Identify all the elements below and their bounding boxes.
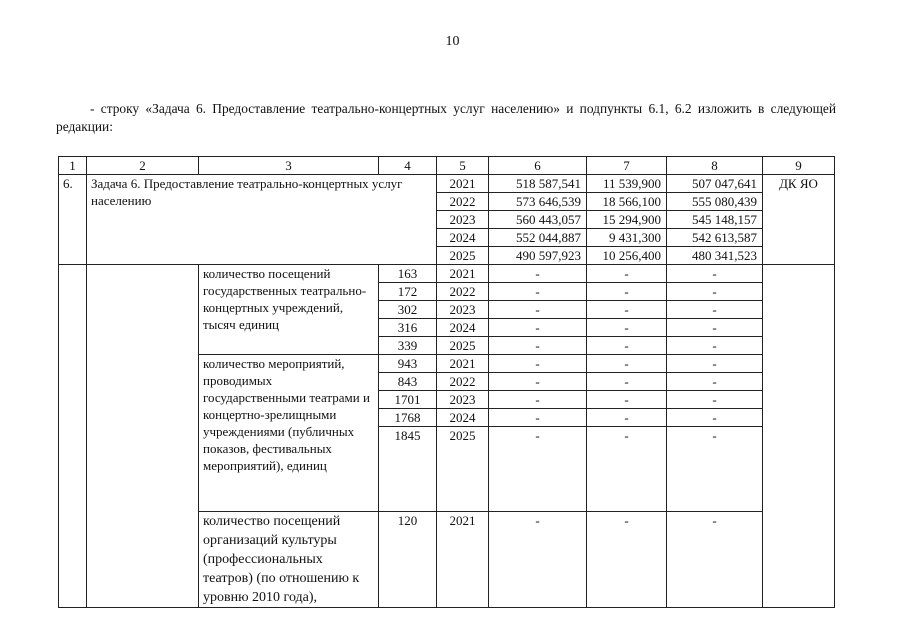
year-cell: 2025 — [437, 427, 489, 512]
year-cell: 2024 — [437, 229, 489, 247]
year-cell: 2021 — [437, 175, 489, 193]
year-cell: 2022 — [437, 373, 489, 391]
value-cell: - — [587, 427, 667, 512]
value-cell: 490 597,923 — [489, 247, 587, 265]
indicator-name: количество посещений государственных театрально-концертных учреждений, тысяч единиц — [199, 265, 379, 355]
value-cell: - — [667, 283, 763, 301]
intro-paragraph: - строку «Задача 6. Предоставление театрально-концертных услуг населению» и подпункты 6.1, 6.2 изложить в следующей редакции: — [56, 101, 836, 134]
value-cell: - — [667, 512, 763, 608]
year-cell: 2022 — [437, 193, 489, 211]
header-cell: 6 — [489, 157, 587, 175]
value-cell: - — [667, 301, 763, 319]
value-cell: - — [587, 283, 667, 301]
empty-cell — [59, 265, 87, 608]
value-cell: 518 587,541 — [489, 175, 587, 193]
indicator-value: 1701 — [379, 391, 437, 409]
value-cell: 18 566,100 — [587, 193, 667, 211]
value-cell: - — [489, 391, 587, 409]
indicator-value: 316 — [379, 319, 437, 337]
task-title: Задача 6. Предоставление театрально-концертных услуг населению — [87, 175, 437, 265]
header-cell: 4 — [379, 157, 437, 175]
year-cell: 2024 — [437, 409, 489, 427]
empty-cell — [87, 265, 199, 608]
value-cell: - — [587, 265, 667, 283]
year-cell: 2025 — [437, 337, 489, 355]
value-cell: - — [587, 355, 667, 373]
task-number: 6. — [59, 175, 87, 265]
year-cell: 2025 — [437, 247, 489, 265]
header-cell: 2 — [87, 157, 199, 175]
header-cell: 7 — [587, 157, 667, 175]
indicator-value: 943 — [379, 355, 437, 373]
indicator-value: 302 — [379, 301, 437, 319]
year-cell: 2021 — [437, 512, 489, 608]
value-cell: - — [667, 409, 763, 427]
value-cell: - — [489, 512, 587, 608]
value-cell: 560 443,057 — [489, 211, 587, 229]
year-cell: 2021 — [437, 355, 489, 373]
table-row — [59, 175, 835, 193]
indicator-value: 1768 — [379, 409, 437, 427]
indicator-value: 163 — [379, 265, 437, 283]
value-cell: 9 431,300 — [587, 229, 667, 247]
value-cell: - — [489, 265, 587, 283]
value-cell: - — [489, 283, 587, 301]
header-cell: 8 — [667, 157, 763, 175]
value-cell: - — [667, 373, 763, 391]
value-cell: - — [667, 319, 763, 337]
indicator-value: 120 — [379, 512, 437, 608]
value-cell: 480 341,523 — [667, 247, 763, 265]
indicator-name: количество мероприятий, проводимых государственными театрами и концертно-зрелищными учреждениями (публичных показов, фестивальных мероприятий), единиц — [199, 355, 379, 512]
empty-cell — [763, 265, 835, 608]
value-cell: - — [587, 301, 667, 319]
indicator-value: 339 — [379, 337, 437, 355]
year-cell: 2023 — [437, 391, 489, 409]
value-cell: - — [489, 409, 587, 427]
value-cell: - — [667, 337, 763, 355]
year-cell: 2022 — [437, 283, 489, 301]
value-cell: - — [489, 301, 587, 319]
header-cell: 5 — [437, 157, 489, 175]
value-cell: - — [667, 265, 763, 283]
page-number: 10 — [445, 34, 460, 49]
value-cell: 555 080,439 — [667, 193, 763, 211]
year-cell: 2023 — [437, 301, 489, 319]
value-cell: - — [587, 337, 667, 355]
indicator-value: 843 — [379, 373, 437, 391]
indicator-name: количество посещений организаций культуры (профессиональных театров) (по отношению к уровню 2010 года), — [199, 512, 379, 608]
indicator-value: 172 — [379, 283, 437, 301]
header-cell: 3 — [199, 157, 379, 175]
value-cell: 11 539,900 — [587, 175, 667, 193]
header-cell: 9 — [763, 157, 835, 175]
value-cell: 542 613,587 — [667, 229, 763, 247]
year-cell: 2023 — [437, 211, 489, 229]
value-cell: - — [667, 355, 763, 373]
year-cell: 2024 — [437, 319, 489, 337]
value-cell: - — [489, 319, 587, 337]
value-cell: - — [587, 512, 667, 608]
value-cell: - — [489, 355, 587, 373]
value-cell: 552 044,887 — [489, 229, 587, 247]
header-row — [59, 157, 835, 175]
year-cell: 2021 — [437, 265, 489, 283]
header-cell: 1 — [59, 157, 87, 175]
value-cell: 10 256,400 — [587, 247, 667, 265]
value-cell: 545 148,157 — [667, 211, 763, 229]
value-cell: - — [587, 391, 667, 409]
value-cell: - — [489, 373, 587, 391]
value-cell: - — [587, 409, 667, 427]
program-table — [58, 156, 835, 608]
executor-cell: ДК ЯО — [763, 175, 835, 265]
indicator-value: 1845 — [379, 427, 437, 512]
value-cell: - — [489, 427, 587, 512]
value-cell: - — [667, 427, 763, 512]
value-cell: 15 294,900 — [587, 211, 667, 229]
value-cell: - — [587, 373, 667, 391]
value-cell: 573 646,539 — [489, 193, 587, 211]
value-cell: - — [587, 319, 667, 337]
table-row — [59, 265, 835, 283]
value-cell: - — [667, 391, 763, 409]
value-cell: - — [489, 337, 587, 355]
value-cell: 507 047,641 — [667, 175, 763, 193]
